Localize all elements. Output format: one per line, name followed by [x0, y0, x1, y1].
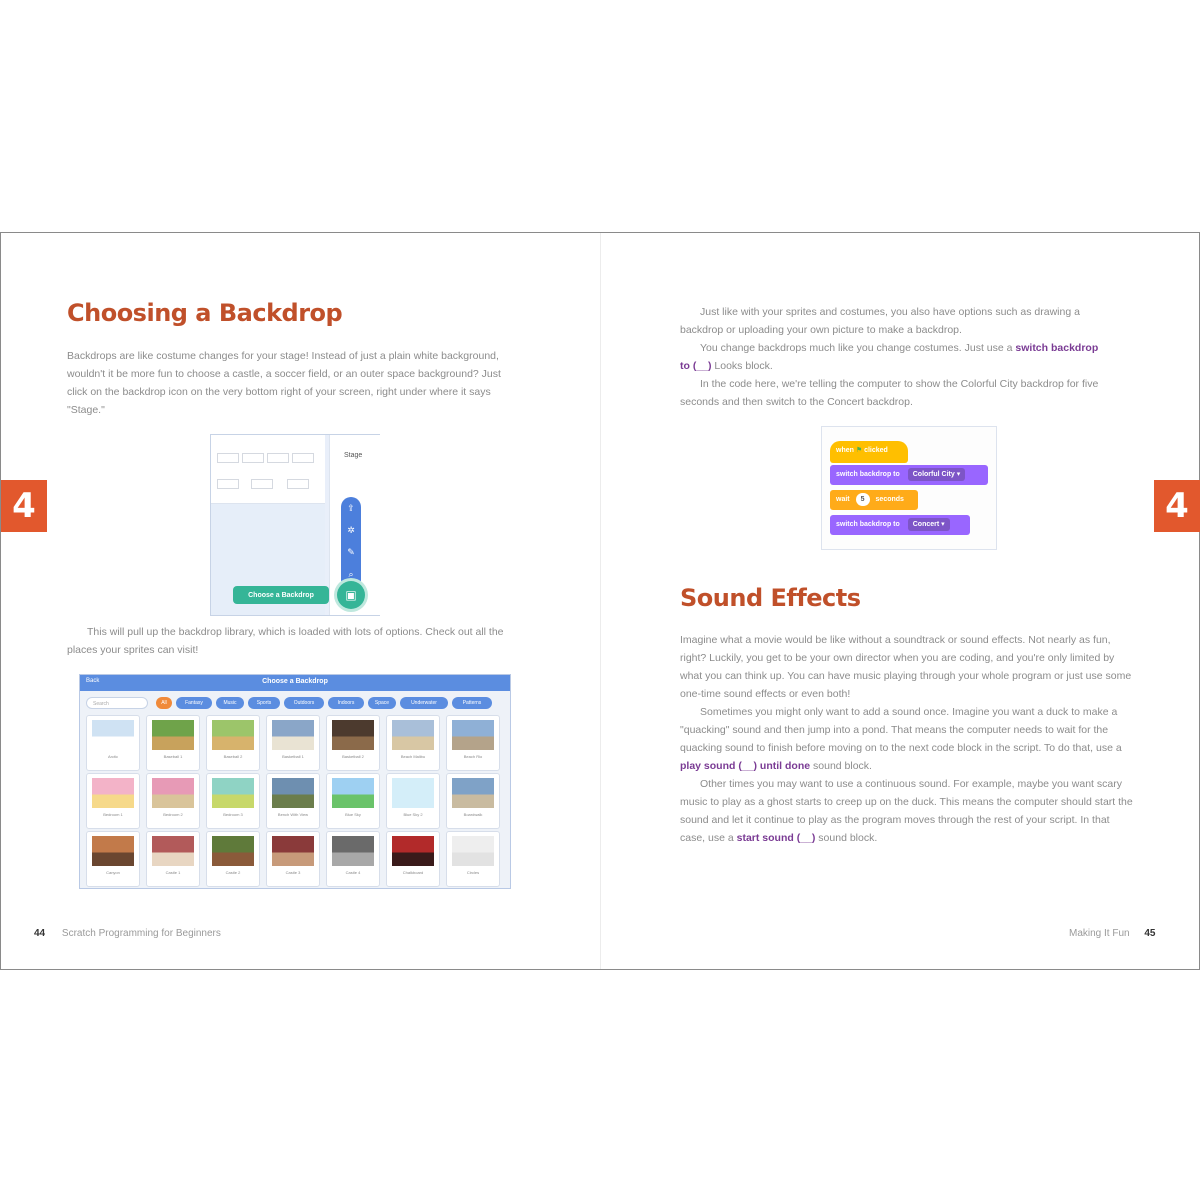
backdrop-tile[interactable] — [326, 715, 380, 771]
code-figure — [821, 426, 997, 550]
backdrop-thumbnail — [332, 720, 374, 750]
category-chip-all[interactable]: All — [156, 697, 172, 709]
backdrop-tile[interactable] — [326, 773, 380, 829]
backdrop-tile[interactable] — [386, 831, 440, 887]
backdrop-tile[interactable] — [206, 773, 260, 829]
surprise-icon[interactable]: ✲ — [347, 525, 355, 535]
backdrop-caption: Blue Sky 2 — [403, 812, 423, 817]
backdrop-dropdown-1: Colorful City ▾ — [908, 468, 965, 481]
stage-panel-figure — [210, 434, 380, 616]
backdrop-thumbnail — [212, 778, 254, 808]
field-box — [287, 479, 309, 489]
backdrop-tile[interactable] — [86, 773, 140, 829]
backdrop-tile[interactable] — [146, 831, 200, 887]
backdrop-thumbnail — [452, 778, 494, 808]
backdrop-icon: ▣ — [345, 588, 357, 602]
choose-backdrop-button[interactable] — [337, 581, 365, 609]
sound-para2-end: sound block. — [810, 760, 872, 772]
para2-start: You change backdrops much like you change costumes. Just use a — [700, 342, 1016, 354]
backdrop-dropdown-2: Concert ▾ — [908, 518, 950, 531]
play-sound-keyword: play sound (__) until done — [680, 760, 811, 772]
backdrop-caption: Basketball 1 — [282, 754, 304, 759]
backdrop-thumbnail — [92, 778, 134, 808]
backdrop-thumbnail — [272, 720, 314, 750]
backdrop-caption: Beach Malibu — [400, 754, 426, 759]
field-box — [217, 479, 239, 489]
switch-label-1: switch backdrop to — [836, 471, 900, 478]
switch-backdrop-block-1 — [830, 465, 988, 485]
category-chip-underwater[interactable]: Underwater — [400, 697, 448, 709]
wait-seconds-value: 5 — [856, 493, 870, 506]
upload-icon[interactable]: ⇪ — [347, 503, 355, 513]
chapter-tab-left: 4 — [1, 480, 47, 532]
category-chip-fantasy[interactable]: Fantasy — [176, 697, 212, 709]
wait-block — [830, 490, 918, 510]
heading-sound-effects: Sound Effects — [680, 584, 861, 612]
backdrop-caption: Boardwalk — [463, 812, 483, 817]
backdrop-thumbnail — [332, 836, 374, 866]
backdrop-thumbnail — [332, 778, 374, 808]
sound-para3-end: sound block. — [815, 832, 878, 844]
backdrop-caption: Chalkboard — [402, 870, 424, 875]
heading-choosing-backdrop: Choosing a Backdrop — [67, 299, 343, 327]
backdrop-caption: Arctic — [108, 754, 118, 759]
page-number-right: 45 — [1144, 928, 1156, 939]
category-chip-music[interactable]: Music — [216, 697, 244, 709]
backdrop-caption: Baseball 1 — [163, 754, 183, 759]
backdrop-caption: Basketball 2 — [342, 754, 364, 759]
backdrop-thumbnail — [92, 836, 134, 866]
page-number-left: 44 — [34, 928, 46, 939]
switch-backdrop-keyword: switch backdrop to (__) — [680, 342, 1099, 372]
backdrop-thumbnail — [92, 720, 134, 750]
backdrop-thumbnail — [272, 778, 314, 808]
switch-backdrop-block-2 — [830, 515, 970, 535]
field-box — [251, 479, 273, 489]
backdrop-caption: Castle 2 — [225, 870, 241, 875]
category-chip-patterns[interactable]: Patterns — [452, 697, 492, 709]
sprite-info-row — [211, 435, 325, 504]
backdrop-thumbnail — [152, 720, 194, 750]
backdrop-tile[interactable] — [146, 715, 200, 771]
backdrop-thumbnail — [452, 720, 494, 750]
backdrop-thumbnail — [152, 836, 194, 866]
para1: Just like with your sprites and costumes, you also have options such as drawing a backdrop or uploading your own picture to make a backdrop. — [680, 306, 1080, 336]
backdrop-tile[interactable] — [266, 715, 320, 771]
right-footer — [1069, 928, 1156, 939]
backdrop-caption: Castle 3 — [285, 870, 301, 875]
backdrop-caption: Castle 1 — [165, 870, 181, 875]
backdrop-tile[interactable] — [386, 773, 440, 829]
field-box — [242, 453, 264, 463]
sound-para2-start: Sometimes you might only want to add a sound once. Imagine you want a duck to make a "quacking" sound and then jump into a pond. That means the computer needs to wait for the quacking sound to finish before moving on to the next code block in the script. To do that, use a — [680, 706, 1122, 754]
field-box — [292, 453, 314, 463]
hat-label: when — [836, 447, 854, 454]
backdrop-caption: Bedroom 1 — [103, 812, 123, 817]
category-chip-outdoors[interactable]: Outdoors — [284, 697, 324, 709]
running-footer-right: Making It Fun — [1069, 928, 1130, 939]
running-footer-left: Scratch Programming for Beginners — [61, 928, 221, 939]
backdrop-tile[interactable] — [266, 773, 320, 829]
field-box — [217, 453, 239, 463]
backdrop-tile[interactable] — [206, 831, 260, 887]
backdrop-tile[interactable] — [86, 715, 140, 771]
field-box — [267, 453, 289, 463]
intro-paragraph: Backdrops are like costume changes for your stage! Instead of just a plain white background, wouldn't it be more fun to choose a castle, a soccer field, or an outer space background? Just click on the backdrop icon on the very bottom right of your screen, right under where it says "Stage." — [67, 350, 501, 416]
right-intro-paragraph — [680, 303, 1110, 411]
choose-backdrop-tooltip: Choose a Backdrop — [233, 586, 329, 604]
backdrop-caption: Bedroom 2 — [163, 812, 183, 817]
backdrop-tile[interactable] — [326, 831, 380, 887]
backdrop-thumbnail — [272, 836, 314, 866]
library-intro-paragraph: This will pull up the backdrop library, which is loaded with lots of options. Check out all the places your sprites can visit! — [67, 626, 504, 656]
backdrop-tile[interactable] — [446, 773, 500, 829]
backdrop-caption: Beach Rio — [463, 754, 483, 759]
wait-label: wait — [836, 496, 850, 503]
paint-icon[interactable]: ✎ — [347, 547, 355, 557]
stage-label: Stage — [344, 452, 363, 459]
category-chip-space[interactable]: Space — [368, 697, 396, 709]
search-icon[interactable]: ⌕ — [348, 569, 354, 579]
backdrop-caption: Blue Sky — [345, 812, 361, 817]
library-title-bar — [80, 675, 510, 691]
sound-paragraphs — [680, 631, 1135, 847]
para2-end: Looks block. — [711, 360, 773, 372]
backdrop-thumbnail — [152, 778, 194, 808]
library-title: Choose a Backdrop — [262, 678, 328, 685]
backdrop-caption: Canyon — [106, 870, 120, 875]
hat-end-label: clicked — [864, 447, 888, 454]
backdrop-thumbnail — [392, 778, 434, 808]
book-spread — [0, 232, 1200, 970]
chapter-tab-right: 4 — [1154, 480, 1200, 532]
backdrop-tile[interactable] — [86, 831, 140, 887]
backdrop-tile[interactable] — [446, 715, 500, 771]
wait-end-label: seconds — [875, 496, 904, 503]
sound-para1: Imagine what a movie would be like without a soundtrack or sound effects. Not nearly as fun, right? Luckily, you get to be your own director when you are coding, and you're only limited by what you can think up. You can have music playing through your whole program or just use some one-time sound effects or even both! — [680, 634, 1132, 700]
backdrop-caption: Baseball 2 — [223, 754, 243, 759]
gutter — [600, 233, 601, 969]
backdrop-tile[interactable] — [266, 831, 320, 887]
backdrop-thumbnail — [212, 720, 254, 750]
left-footer — [34, 928, 221, 939]
backdrop-caption: Castle 4 — [345, 870, 361, 875]
backdrop-thumbnail — [212, 836, 254, 866]
backdrop-thumbnail — [452, 836, 494, 866]
backdrop-tile[interactable] — [206, 715, 260, 771]
backdrop-caption: Bench With View — [277, 812, 309, 817]
para3: In the code here, we're telling the computer to show the Colorful City backdrop for five seconds and then switch to the Concert backdrop. — [680, 378, 1099, 408]
sound-para3-start: Other times you may want to use a continuous sound. For example, maybe you want scary music to play as a ghost starts to creep up on the duck. This means the computer should start the sound and let it continue to play as the program moves through the rest of your script. In that case, use a — [680, 778, 1133, 844]
start-sound-keyword: start sound (__) — [736, 832, 816, 844]
category-chip-sports[interactable]: Sports — [248, 697, 280, 709]
flag-icon: ⚑ — [855, 447, 863, 454]
switch-label-2: switch backdrop to — [836, 521, 900, 528]
backdrop-caption: Circles — [466, 870, 480, 875]
back-button[interactable]: Back — [86, 678, 100, 684]
category-chip-indoors[interactable]: Indoors — [328, 697, 364, 709]
backdrop-tile[interactable] — [146, 773, 200, 829]
backdrop-tile[interactable] — [386, 715, 440, 771]
backdrop-tile[interactable] — [446, 831, 500, 887]
backdrop-caption: Bedroom 3 — [223, 812, 243, 817]
library-search-input[interactable]: Search — [86, 697, 148, 709]
backdrop-thumbnail — [392, 836, 434, 866]
backdrop-library-figure — [79, 674, 511, 889]
backdrop-thumbnail — [392, 720, 434, 750]
when-flag-clicked-block — [830, 441, 908, 463]
